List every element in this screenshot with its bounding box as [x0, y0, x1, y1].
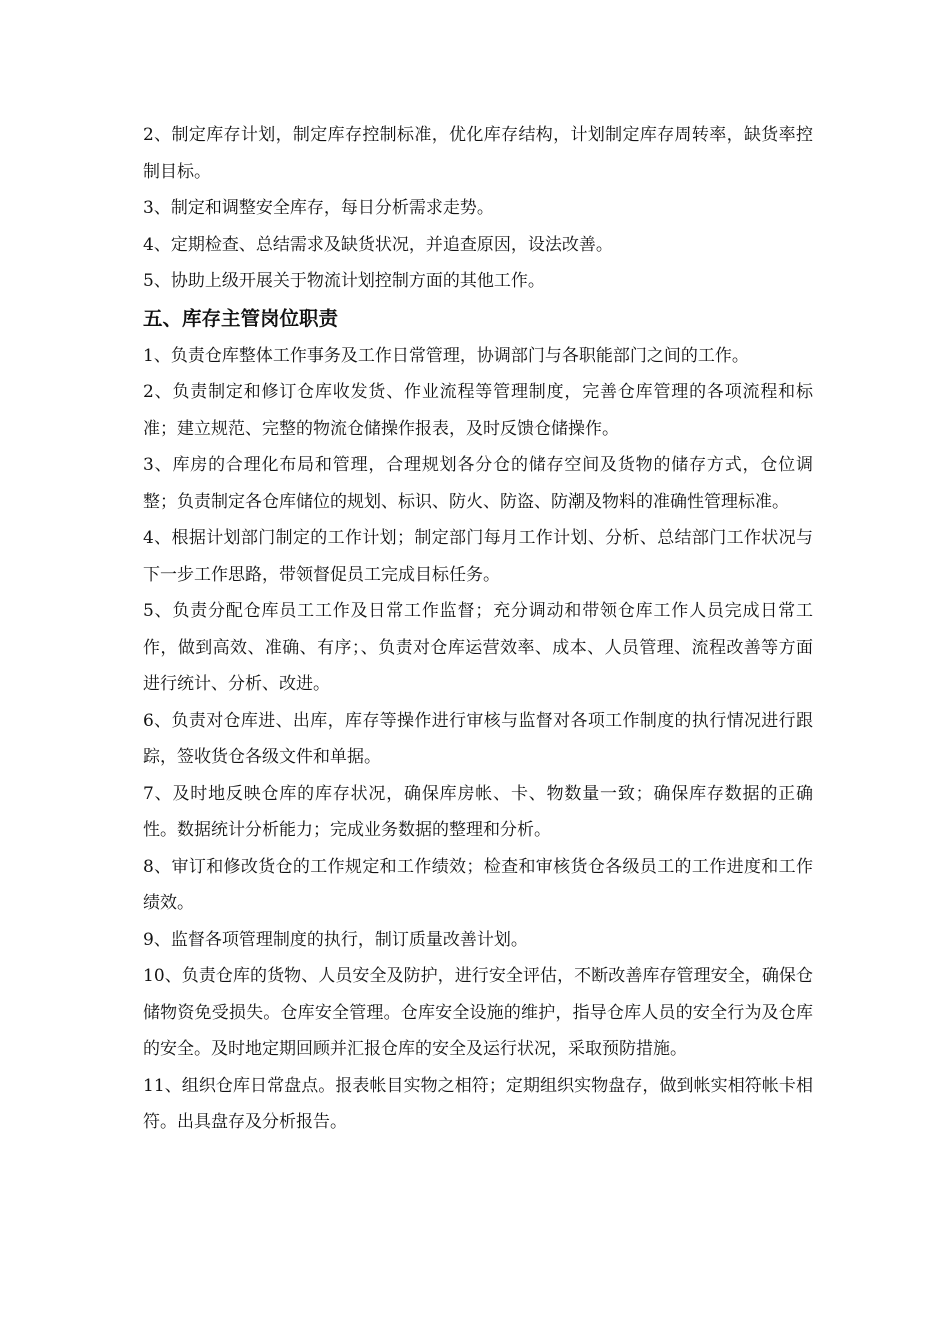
paragraph-item-4: 4、定期检查、总结需求及缺货状况，并追查原因，设法改善。 — [143, 234, 613, 255]
duty-item-1: 1、负责仓库整体工作事务及工作日常管理，协调部门与各职能部门之间的工作。 — [143, 345, 749, 366]
duty-item-2: 2、负责制定和修订仓库收发货、作业流程等管理制度，完善仓库管理的各项流程和标准；建立规范、完整的物流仓储操作报表，及时反馈仓储操作。 — [143, 382, 813, 439]
duty-item-4: 4、根据计划部门制定的工作计划；制定部门每月工作计划、分析、总结部门工作状况与下一步工作思路，带领督促员工完成目标任务。 — [143, 528, 813, 585]
section-heading: 五、库存主管岗位职责 — [143, 306, 339, 330]
document-page — [143, 117, 813, 1141]
duty-item-5: 5、负责分配仓库员工工作及日常工作监督；充分调动和带领仓库工作人员完成日常工作，做到高效、准确、有序；、负责对仓库运营效率、成本、人员管理、流程改善等方面进行统计、分析、改进。 — [143, 601, 813, 694]
paragraph-item-3: 3、制定和调整安全库存，每日分析需求走势。 — [143, 198, 494, 218]
duty-item-3: 3、库房的合理化布局和管理，合理规划各分仓的储存空间及货物的储存方式，仓位调整；负责制定各仓库储位的规划、标识、防火、防盗、防潮及物料的准确性管理标准。 — [143, 455, 813, 512]
duty-item-7: 7、及时地反映仓库的库存状况，确保库房帐、卡、物数量一致；确保库存数据的正确性。数据统计分析能力；完成业务数据的整理和分析。 — [143, 783, 813, 840]
paragraph-item-5: 5、协助上级开展关于物流计划控制方面的其他工作。 — [143, 271, 545, 291]
paragraph-item-2: 2、制定库存计划，制定库存控制标准，优化库存结构，计划制定库存周转率，缺货率控制目标。 — [143, 125, 813, 182]
duty-item-11: 11、组织仓库日常盘点。报表帐目实物之相符；定期组织实物盘存，做到帐实相符帐卡相符。出具盘存及分析报告。 — [143, 1075, 813, 1132]
duty-item-8: 8、审订和修改货仓的工作规定和工作绩效；检查和审核货仓各级员工的工作进度和工作绩效。 — [143, 856, 813, 913]
duty-item-9: 9、监督各项管理制度的执行，制订质量改善计划。 — [143, 929, 528, 950]
duty-item-6: 6、负责对仓库进、出库，库存等操作进行审核与监督对各项工作制度的执行情况进行跟踪，签收货仓各级文件和单据。 — [143, 710, 813, 767]
duty-item-10: 10、负责仓库的货物、人员安全及防护，进行安全评估，不断改善库存管理安全，确保仓储物资免受损失。仓库安全管理。仓库安全设施的维护，指导仓库人员的安全行为及仓库的安全。及时地定期回顾并汇报仓库的安全及运行状况，采取预防措施。 — [143, 966, 813, 1059]
